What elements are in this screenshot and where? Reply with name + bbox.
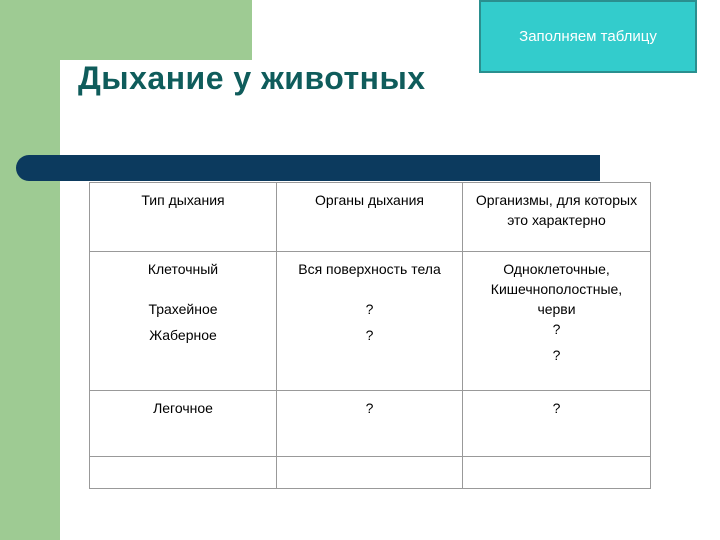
cell-type-cellular: Клеточный (147, 261, 219, 277)
cell-organisms-gill: ? (552, 347, 561, 363)
cell-type-pulmonary: Легочное (90, 391, 277, 457)
cell-type (90, 252, 277, 391)
empty-cell (277, 457, 463, 489)
header-decoration (60, 0, 252, 60)
cell-organisms-tracheal: ? (552, 321, 561, 337)
header-organisms: Организмы, для которых это характерно (463, 183, 651, 252)
sidebar-decoration (0, 0, 60, 540)
cell-organisms (463, 252, 651, 391)
cell-type-tracheal: Трахейное (148, 301, 218, 317)
table-row-empty (90, 457, 651, 489)
cell-organisms-line-3: черви (537, 301, 576, 317)
cell-organs (277, 252, 463, 391)
table-row (90, 252, 651, 391)
header-breathing-type: Тип дыхания (90, 183, 277, 252)
table-header-row (90, 183, 651, 252)
header-breathing-organs: Органы дыхания (277, 183, 463, 252)
cell-type-gill: Жаберное (149, 327, 217, 343)
divider-bar (16, 155, 600, 181)
cell-organs-cellular: Вся поверхность тела (298, 261, 441, 277)
cell-organisms-line-1: Одноклеточные, (503, 261, 610, 277)
cell-organisms-line-2: Кишечнополостные, (490, 281, 623, 297)
slide-title: Дыхание у животных (78, 60, 426, 96)
empty-cell (463, 457, 651, 489)
cell-organs-pulmonary: ? (277, 391, 463, 457)
breathing-table (89, 182, 651, 489)
cell-organs-gill: ? (365, 327, 374, 343)
cell-organs-tracheal: ? (365, 301, 374, 317)
fill-table-button[interactable]: Заполняем таблицу (479, 0, 697, 73)
empty-cell (90, 457, 277, 489)
table-row (90, 391, 651, 457)
cell-organisms-pulmonary: ? (463, 391, 651, 457)
